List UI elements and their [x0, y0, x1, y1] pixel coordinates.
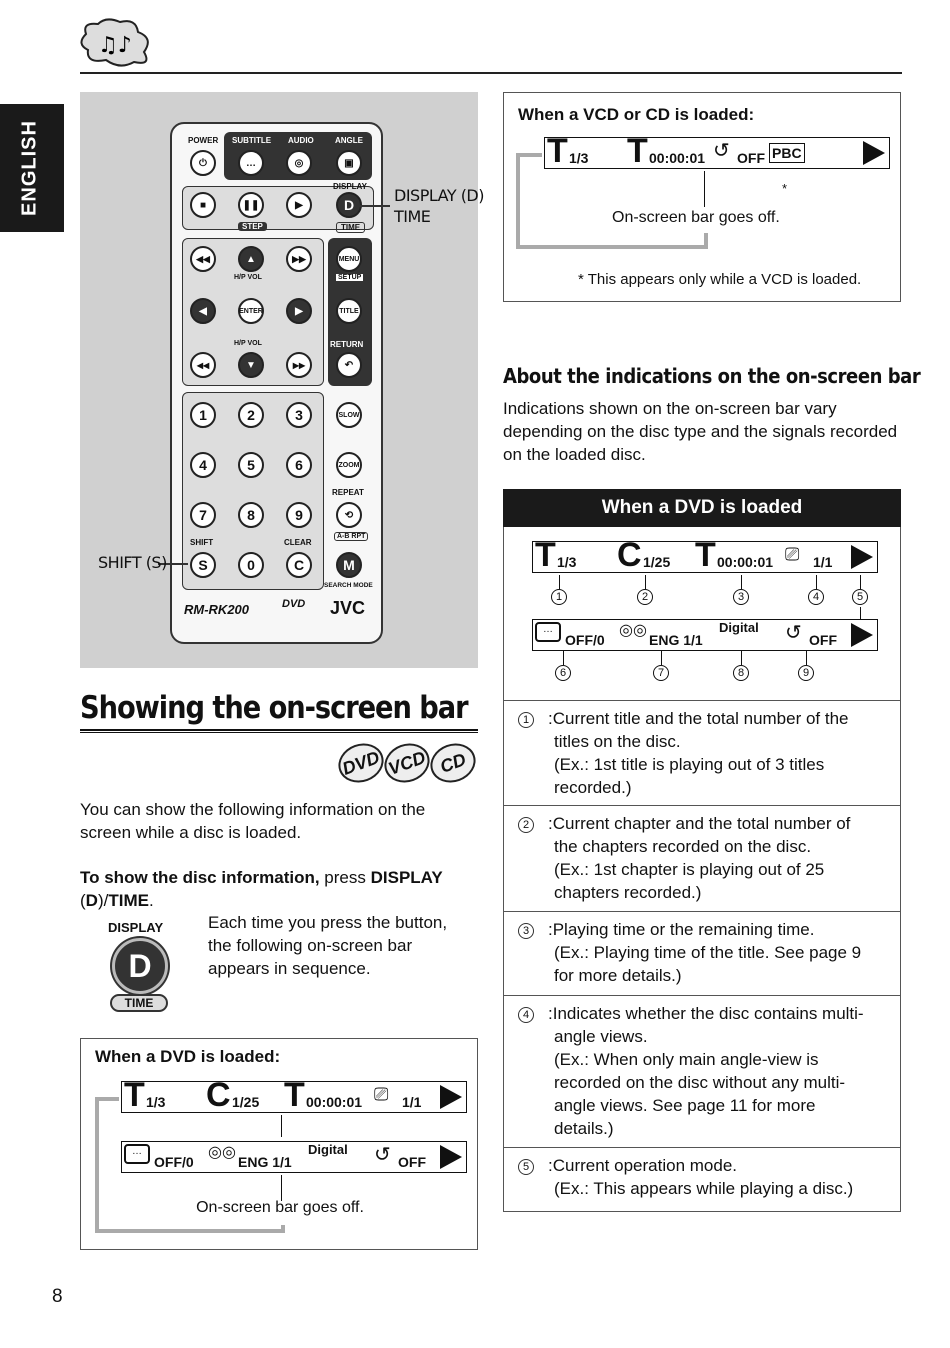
vcd-bar: T 1/3 T 00:00:01 ↺ OFF PBC — [544, 137, 890, 169]
angle-label: ANGLE — [335, 136, 363, 145]
power-label: POWER — [188, 136, 219, 145]
bar-goes-off-text: On-screen bar goes off. — [612, 209, 780, 226]
marker-7: 7 — [653, 665, 669, 681]
angle-icon: ⎚ — [374, 1084, 389, 1104]
menu-button[interactable]: MENU — [336, 246, 362, 272]
down-button[interactable]: ▼ — [238, 352, 264, 378]
dvd-bar-1: T 1/3 C 1/25 T 00:00:01 ⎚ 1/1 — [121, 1081, 467, 1113]
repeat-icon: ↺ — [374, 1144, 391, 1166]
marker-4: 4 — [808, 589, 824, 605]
page-number: 8 — [52, 1286, 63, 1307]
play-icon — [851, 545, 873, 569]
music-notes-icon — [76, 14, 156, 68]
about-heading: About the indications on the on-screen bar — [503, 364, 921, 388]
subtitle-label: SUBTITLE — [232, 136, 272, 145]
time-label: TIME — [336, 222, 365, 233]
dvd-bar-diagram — [503, 527, 901, 701]
vcd-box-heading: When a VCD or CD is loaded: — [518, 105, 755, 124]
shift-label: SHIFT — [190, 538, 214, 547]
pause-button[interactable]: ❚❚ — [238, 192, 264, 218]
play-icon — [440, 1085, 462, 1109]
model-label: RM-RK200 — [184, 602, 250, 617]
instruction-text: To show the disc information, press DISPLAY (D)/TIME. — [80, 868, 443, 910]
cd-badge: CD — [425, 737, 481, 788]
dvd-table-bar-1: T 1/3 C 1/25 T 00:00:01 ⎚ 1/1 — [532, 541, 878, 573]
digit-1-button[interactable]: 1 — [190, 402, 216, 428]
down-arrow — [281, 1175, 282, 1201]
forward-button[interactable]: ▶▶ — [286, 352, 312, 378]
time-callout: TIME — [394, 207, 431, 226]
intro-text: You can show the following information on the screen while a disc is loaded. — [80, 800, 426, 842]
header-rule — [80, 72, 902, 74]
title-rule — [80, 729, 478, 733]
digit-0-button[interactable]: 0 — [238, 552, 264, 578]
svg-text:♫♪: ♫♪ — [98, 33, 132, 58]
display-button[interactable]: D — [336, 192, 362, 218]
vcd-note: * This appears only while a VCD is loaded. — [578, 271, 862, 288]
marker-9: 9 — [798, 665, 814, 681]
indication-item-2: 2 :Current chapter and the total number of the chapters recorded on the disc. (Ex.: 1st chapter is playing out of 25 chapters recorded.) — [503, 806, 901, 912]
dvd-table-bar-2: … OFF/0 ◎◎ ENG 1/1 Digital ↺ OFF — [532, 619, 878, 651]
setup-label: SETUP — [338, 274, 362, 281]
marker-5: 5 — [852, 589, 868, 605]
digit-5-button[interactable]: 5 — [238, 452, 264, 478]
subtitle-button[interactable]: … — [238, 150, 264, 176]
shift-button[interactable]: S — [190, 552, 216, 578]
asterisk-mark: * — [782, 181, 788, 196]
digit-7-button[interactable]: 7 — [190, 502, 216, 528]
disc-type-badges — [338, 744, 478, 784]
marker-3: 3 — [733, 589, 749, 605]
enter-button[interactable]: ENTER — [238, 298, 264, 324]
left-button[interactable]: ◀ — [190, 298, 216, 324]
angle-button[interactable]: ▣ — [336, 150, 362, 176]
display-label: DISPLAY — [333, 182, 367, 191]
hp-vol-up-label: H/P VOL — [234, 274, 262, 281]
dvd-sequence-box — [80, 1038, 478, 1250]
audio-icon: ◎◎ — [208, 1144, 236, 1161]
subtitle-icon: … — [124, 1144, 150, 1164]
bar-goes-off-text: On-screen bar goes off. — [196, 1199, 364, 1216]
marker-1: 1 — [551, 589, 567, 605]
indication-item-5: 5 :Current operation mode. (Ex.: This appears while playing a disc.) — [503, 1148, 901, 1212]
section-title: Showing the on-screen bar — [80, 690, 468, 726]
display-callout: DISPLAY (D) — [394, 186, 484, 205]
return-button[interactable]: ↶ — [336, 352, 362, 378]
digit-9-button[interactable]: 9 — [286, 502, 312, 528]
stop-button[interactable]: ■ — [190, 192, 216, 218]
marker-8: 8 — [733, 665, 749, 681]
digit-6-button[interactable]: 6 — [286, 452, 312, 478]
prev-button[interactable]: ◀◀ — [190, 246, 216, 272]
digit-8-button[interactable]: 8 — [238, 502, 264, 528]
display-callout-line — [358, 205, 390, 207]
repeat-label: REPEAT — [332, 488, 364, 497]
rewind-button[interactable]: ◀◀ — [190, 352, 216, 378]
down-arrow — [704, 171, 705, 207]
dvd-bar-2: … OFF/0 ◎◎ ENG 1/1 Digital ↺ OFF — [121, 1141, 467, 1173]
vcd-badge: VCD — [379, 737, 435, 788]
d-button-icon: D — [112, 938, 168, 994]
language-tab: ENGLISH — [0, 104, 64, 232]
digit-2-button[interactable]: 2 — [238, 402, 264, 428]
power-button[interactable]: ⏻ — [190, 150, 216, 176]
right-button[interactable]: ▶ — [286, 298, 312, 324]
subtitle-icon: … — [535, 622, 561, 642]
marker-2: 2 — [637, 589, 653, 605]
search-mode-button[interactable]: M — [336, 552, 362, 578]
play-icon — [440, 1145, 462, 1169]
display-illus-label: DISPLAY — [108, 920, 164, 935]
jvc-logo: JVC — [330, 598, 366, 618]
display-button-illustration — [100, 918, 186, 1014]
about-text: Indications shown on the on-screen bar vary depending on the disc type and the signals recorded on the loaded disc. — [503, 399, 898, 464]
clear-button[interactable]: C — [286, 552, 312, 578]
ab-rpt-label: A-B RPT — [334, 532, 368, 541]
indication-item-1: 1 :Current title and the total number of the titles on the disc. (Ex.: 1st title is playing out of 3 titles recorded.) — [503, 701, 901, 806]
marker-6: 6 — [555, 665, 571, 681]
zoom-button[interactable]: ZOOM — [336, 452, 362, 478]
slow-button[interactable]: SLOW — [336, 402, 362, 428]
digit-4-button[interactable]: 4 — [190, 452, 216, 478]
dvd-table-header: When a DVD is loaded — [503, 489, 901, 527]
play-button[interactable]: ▶ — [286, 192, 312, 218]
return-label: RETURN — [330, 340, 364, 349]
up-button[interactable]: ▲ — [238, 246, 264, 272]
digit-3-button[interactable]: 3 — [286, 402, 312, 428]
clear-label: CLEAR — [284, 538, 312, 547]
audio-button[interactable]: ◎ — [286, 150, 312, 176]
next-button[interactable]: ▶▶ — [286, 246, 312, 272]
indication-item-3: 3 :Playing time or the remaining time. (Ex.: Playing time of the title. See page 9 for more details.) — [503, 912, 901, 996]
repeat-icon: ↺ — [713, 140, 730, 162]
step-label: STEP — [238, 222, 267, 231]
audio-label: AUDIO — [288, 136, 314, 145]
hp-vol-down-label: H/P VOL — [234, 340, 262, 347]
time-illus-label: TIME — [110, 994, 168, 1012]
repeat-icon: ↺ — [785, 622, 802, 644]
shift-callout: SHIFT (S) — [98, 553, 167, 572]
audio-icon: ◎◎ — [619, 622, 647, 639]
play-icon — [851, 623, 873, 647]
pbc-indicator: PBC — [769, 143, 805, 163]
dvd-box-heading: When a DVD is loaded: — [95, 1047, 281, 1066]
angle-icon: ⎚ — [785, 544, 800, 564]
remote-control-illustration — [170, 122, 383, 644]
down-arrow — [281, 1115, 282, 1137]
repeat-button[interactable]: ⟲ — [336, 502, 362, 528]
search-mode-label: SEARCH MODE — [324, 582, 373, 589]
title-button[interactable]: TITLE — [336, 298, 362, 324]
vcd-sequence-box — [503, 92, 901, 302]
each-time-text: Each time you press the button, the following on-screen bar appears in sequence. — [208, 913, 448, 978]
dvd-badge: DVD — [333, 737, 389, 788]
indication-item-4: 4 :Indicates whether the disc contains multi- angle views. (Ex.: When only main angle-view is recorded on the disc without any multi- angle views. See page 11 for more details.) — [503, 996, 901, 1148]
play-icon — [863, 141, 885, 165]
dvd-logo: DVD — [282, 598, 306, 610]
